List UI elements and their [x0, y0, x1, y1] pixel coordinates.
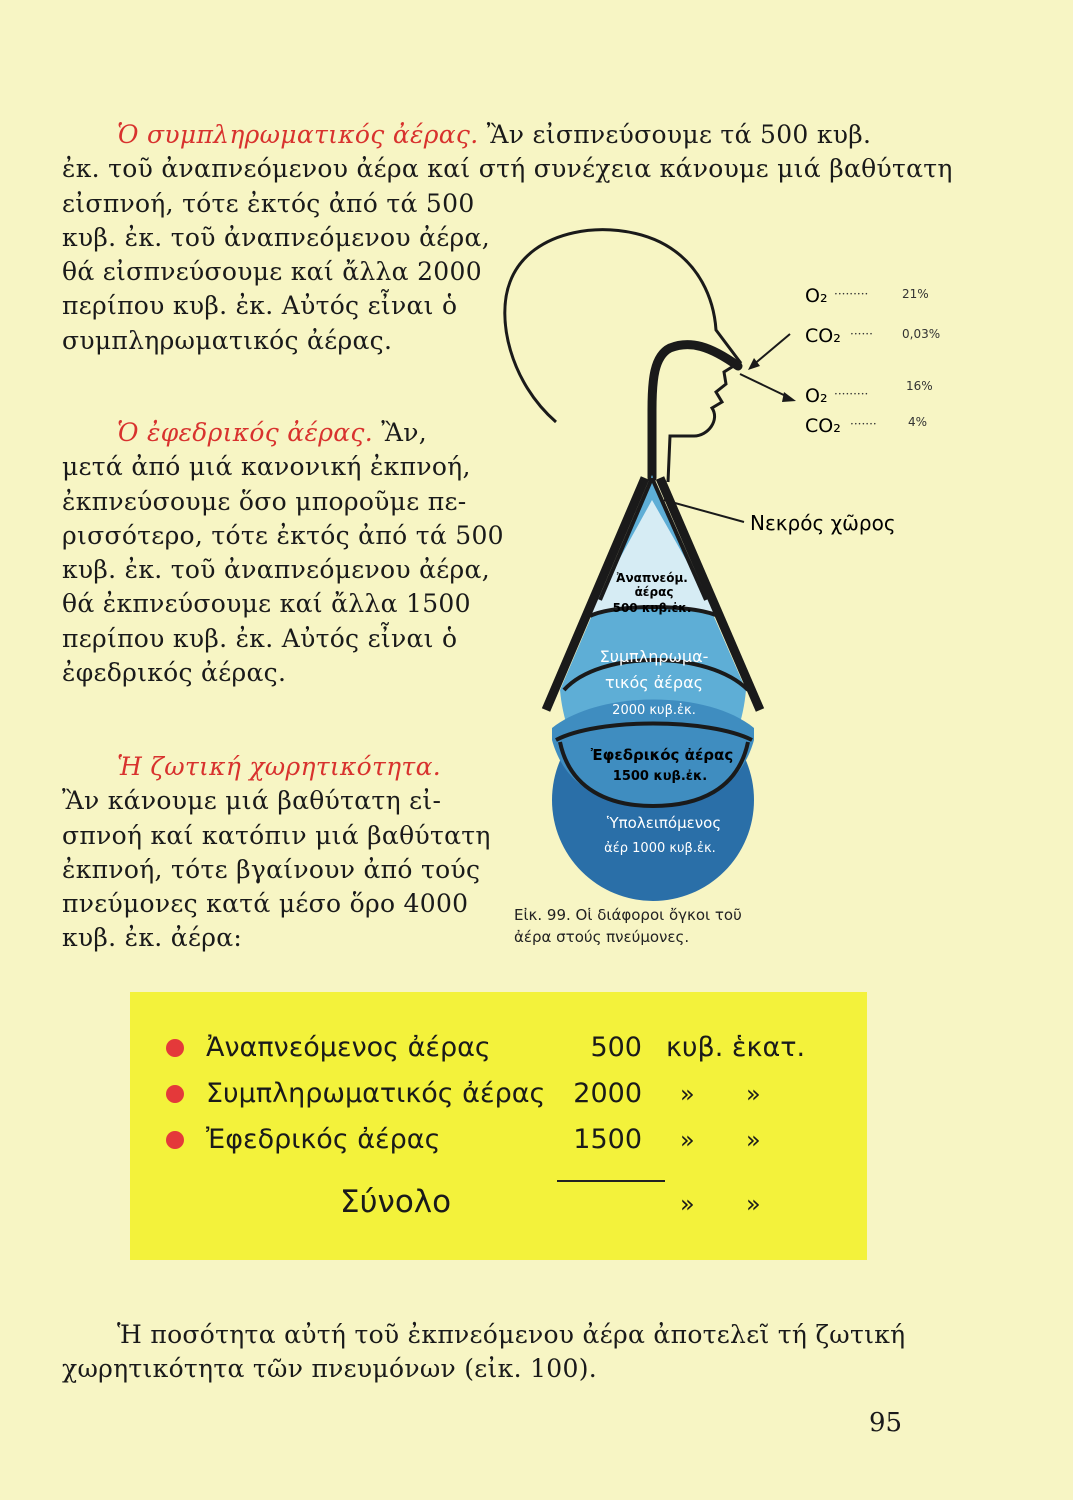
inhaled-o2-dots: ········· — [834, 287, 869, 301]
inhaled-o2-label: O₂ — [805, 285, 828, 307]
summary-row: Ἐφεδρικός ἀέρας 1500 » » — [130, 1118, 867, 1162]
inhaled-co2-dots: ······ — [850, 327, 873, 341]
residual-label-2: ἀέρ 1000 κυβ.ἐκ. — [604, 841, 716, 856]
closing-paragraph: Ἡ ποσότητα αὐτή τοῦ ἐκπνεόμενου ἀέρα ἀποτελεῖ τή ζωτική χωρητικότητα τῶν πνευμόνων (εἰκ. 100). — [62, 1320, 906, 1384]
complementary-label-3: 2000 κυβ.ἐκ. — [612, 703, 696, 718]
bullet-icon — [166, 1039, 184, 1057]
summary-box — [130, 992, 867, 1260]
reserve-label-1: Ἐφεδρικός ἀέρας — [590, 746, 734, 764]
page-number: 95 — [869, 1408, 903, 1438]
section-complementary: Ὁ συμπληρωματικός ἀέρας. Ἂν εἰσπνεύσουμε τά 500 κυβ. ἐκ. τοῦ ἀναπνεόμενου ἀέρα καί στή συνέχεια κάνουμε μιά βαθύτατη εἰσπνοή, τότε ἐκτός ἀπό τά 500 κυβ. ἐκ. τοῦ ἀναπνεόμενου ἀέρα, θά εἰσπνεύσουμε καί ἄλλα 2000 περίπου κυβ. ἐκ. Αὐτός εἶναι ὁ συμπληρωματικός ἀέρας. — [62, 120, 953, 355]
reserve-label-2: 1500 κυβ.ἐκ. — [612, 769, 708, 784]
exhaled-co2-dots: ······· — [850, 417, 877, 431]
inhaled-co2-value: 0,03% — [902, 327, 941, 341]
exhale-arrowhead — [782, 392, 796, 402]
tidal-label-2: ἀέρας — [634, 585, 674, 599]
dead-space-label: Νεκρός χῶρος — [750, 511, 896, 535]
figure-caption: Εἰκ. 99. Οἱ διάφοροι ὄγκοι τοῦ ἀέρα στούς πνεύμονες. — [514, 906, 742, 946]
tidal-label-3: 500 κυβ.ἐκ. — [612, 601, 692, 615]
summary-row: Ἀναπνεόμενος ἀέρας 500 κυβ. ἑκατ. — [130, 1026, 867, 1070]
heading-reserve: Ὁ ἐφεδρικός ἀέρας. — [117, 418, 373, 447]
exhaled-o2-dots: ········· — [834, 387, 869, 401]
exhaled-o2-value: 16% — [906, 379, 933, 393]
bullet-icon — [166, 1131, 184, 1149]
section-reserve: Ὁ ἐφεδρικός ἀέρας. Ἂν, μετά ἀπό μιά κανονική ἐκπνοή, ἐκπνεύσουμε ὅσο μποροῦμε πε- ρισσότερο, τότε ἐκτός ἀπό τά 500 κυβ. ἐκ. τοῦ ἀναπνεόμενου ἀέρα, θά ἐκπνεύσουμε καί ἄλλα 1500 περίπου κυβ. ἐκ. Αὐτός εἶναι ὁ ἐφεδρικός ἀέρας. — [62, 418, 504, 688]
heading-vital: Ἡ ζωτική χωρητικότητα. — [117, 752, 441, 781]
airway — [652, 345, 738, 478]
exhaled-co2-value: 4% — [908, 415, 928, 429]
bullet-icon — [166, 1085, 184, 1103]
exhale-arrow — [740, 374, 790, 398]
summary-total-row: Σύνολο » » — [340, 1184, 761, 1220]
head-outline — [505, 230, 740, 482]
residual-label-1: Ὑπολειπόμενος — [606, 814, 722, 832]
exhaled-co2-label: CO₂ — [805, 415, 841, 437]
exhaled-o2-label: O₂ — [805, 385, 828, 407]
heading-complementary: Ὁ συμπληρωματικός ἀέρας. — [117, 120, 479, 149]
inhaled-o2-value: 21% — [902, 287, 929, 301]
section-vital: Ἡ ζωτική χωρητικότητα. Ἂν κάνουμε μιά βαθύτατη εἰ- σπνοή καί κατόπιν μιά βαθύτατη ἐκπνοή, τότε βγαίνουν ἀπό τούς πνεύμονες κατά μέσο ὅρο 4000 κυβ. ἐκ. ἀέρα: — [62, 752, 491, 953]
inhale-arrow — [752, 334, 790, 366]
tidal-label-1: Ἀναπνεόμ. — [616, 571, 688, 585]
inhaled-co2-label: CO₂ — [805, 325, 841, 347]
summary-row: Συμπληρωματικός ἀέρας 2000 » » — [130, 1072, 867, 1116]
complementary-label-1: Συμπληρωμα- — [599, 647, 709, 666]
complementary-label-2: τικός ἀέρας — [604, 673, 704, 692]
